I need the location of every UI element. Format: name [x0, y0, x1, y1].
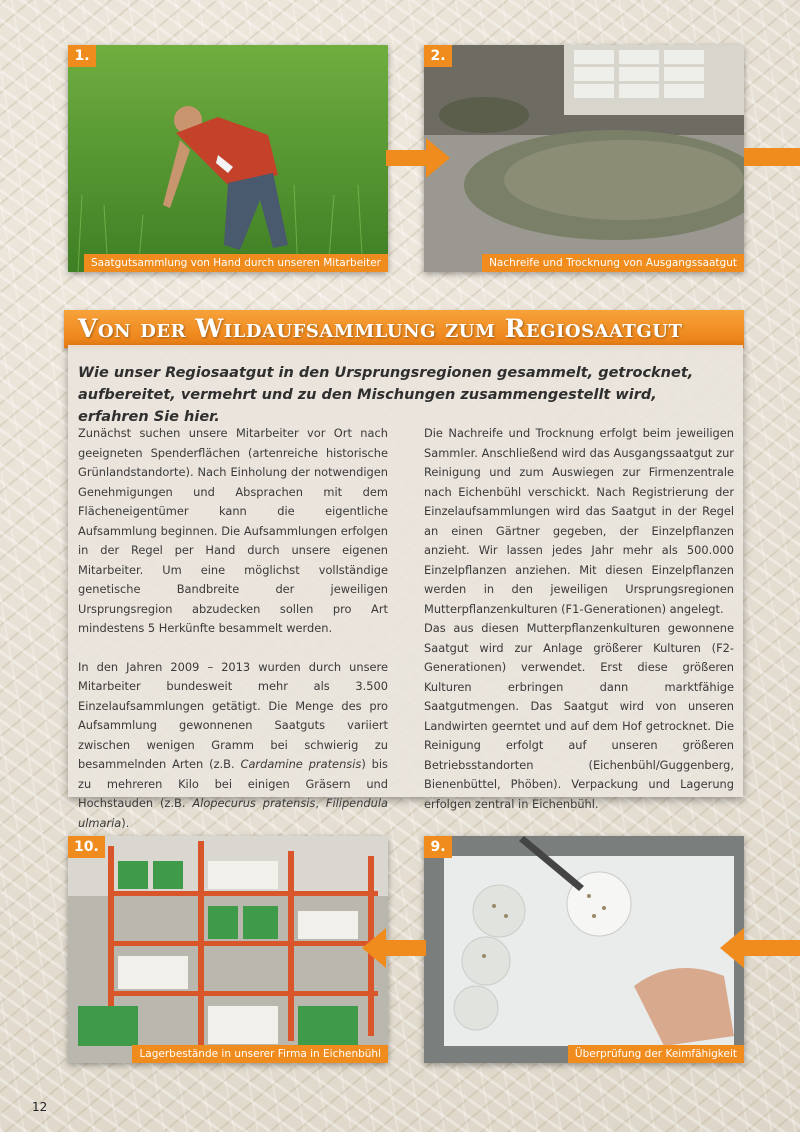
germination-illustration	[424, 836, 744, 1063]
lead-paragraph: Wie unser Regiosaatgut in den Ursprungsregionen gesammelt, getrocknet, aufbereitet, vermehrt und zu den Mischungen zusammengestellt wird, erfahren Sie hier.	[78, 365, 694, 425]
photo-caption-1: Saatgutsammlung von Hand durch unseren Mitarbeiter	[84, 254, 388, 272]
section-title-bar	[64, 310, 744, 348]
arrow-left-icon	[720, 928, 800, 968]
left-paragraph-2	[78, 658, 388, 834]
left-paragraph-1: Zunächst suchen unsere Mitarbeiter vor Ort nach geeigneten Spenderflächen (artenreiche historische Grünlandstandorte). Nach Einholung der notwendigen Genehmigungen und Absprachen mit dem Flächeneigentümer kann die eigentliche Aufsammlung beginnen. Die Aufsammlungen erfolgen in der Regel per Hand durch unsere eigenen Mitarbeiter. Um eine möglichst vollständige genetische Bandbreite der jeweiligen Ursprungsregion abzudecken sollen pro Art mindestens 5 Herkünfte besammelt werden.	[78, 426, 388, 635]
species-name: Cardamine pratensis	[240, 757, 362, 771]
page-number: 12	[32, 1100, 48, 1114]
species-name: Alopecurus pratensis	[192, 796, 316, 810]
photo-drying	[424, 45, 744, 272]
arrow-right-icon	[386, 138, 450, 178]
photo-number-2: 2.	[424, 45, 452, 67]
section-title: Von der Wildaufsammlung zum Regiosaatgut	[78, 314, 683, 343]
photo-number-10: 10.	[68, 836, 105, 858]
drying-illustration	[424, 45, 744, 272]
photo-storage	[68, 836, 388, 1063]
photo-seed-collection	[68, 45, 388, 272]
left-column	[78, 424, 388, 833]
connector-bar	[744, 148, 800, 166]
text-span: ) bis zu mehreren Kilo bei einigen Gräsern und Hochstauden (z.B.	[78, 757, 388, 810]
photo-caption-10: Lagerbestände in unserer Firma in Eichenbühl	[132, 1045, 388, 1063]
right-paragraph-2: Das aus diesen Mutterpflanzenkulturen gewonnene Saatgut wird zur Anlage größerer Kulturen (F2-Generationen) verwendet. Erst diese größeren Kulturen erbringen dann marktfähige Saatgutmengen. Das Saatgut wird von unseren Landwirten geerntet und auf dem Hof getrocknet. Die Reinigung erfolgt auf unseren größeren Betriebsstandorten (Eichenbühl/Guggenberg, Bienenbüttel, Phöben). Verpackung und Lagerung erfolgen zentral in Eichenbühl.	[424, 621, 734, 811]
text-span: In den Jahren 2009 – 2013 wurden durch unsere Mitarbeiter bundesweit mehr als 3.500 Einzelaufsammlungen getätigt. Die Menge des pro Aufsammlung gewonnenen Saatguts variiert zwischen wenigen Gramm bei schwierig zu besammelnden Arten (z.B.	[78, 659, 388, 771]
photo-germination	[424, 836, 744, 1063]
text-span: ).	[121, 815, 130, 830]
arrow-left-icon	[362, 928, 426, 968]
photo-number-9: 9.	[424, 836, 452, 858]
right-paragraph-1: Die Nachreife und Trocknung erfolgt beim jeweiligen Sammler. Anschließend wird das Ausgangssaatgut zur Reinigung und zum Auswiegen zur Firmenzentrale nach Eichenbühl verschickt. Nach Registrierung der Einzelaufsammlungen wird das Saatgut in der Regel an einen Gärtner gegeben, der Einzelpflanzen anzieht. Wir lassen jedes Jahr mehr als 500.000 Einzelpflanzen anziehen. Mit diesen Einzelpflanzen werden in den jeweiligen Ursprungsregionen Mutterpflanzenkulturen (F1-Generationen) angelegt.	[424, 426, 734, 616]
photo-caption-9: Überprüfung der Keimfähigkeit	[568, 1045, 744, 1063]
field-illustration	[68, 45, 388, 272]
photo-number-1: 1.	[68, 45, 96, 67]
species-name: Filipendula ulmaria	[78, 796, 389, 830]
photo-caption-2: Nachreife und Trocknung von Ausgangssaatgut	[482, 254, 744, 272]
text-span: ,	[315, 796, 326, 810]
storage-illustration	[68, 836, 388, 1063]
right-column	[424, 424, 734, 814]
